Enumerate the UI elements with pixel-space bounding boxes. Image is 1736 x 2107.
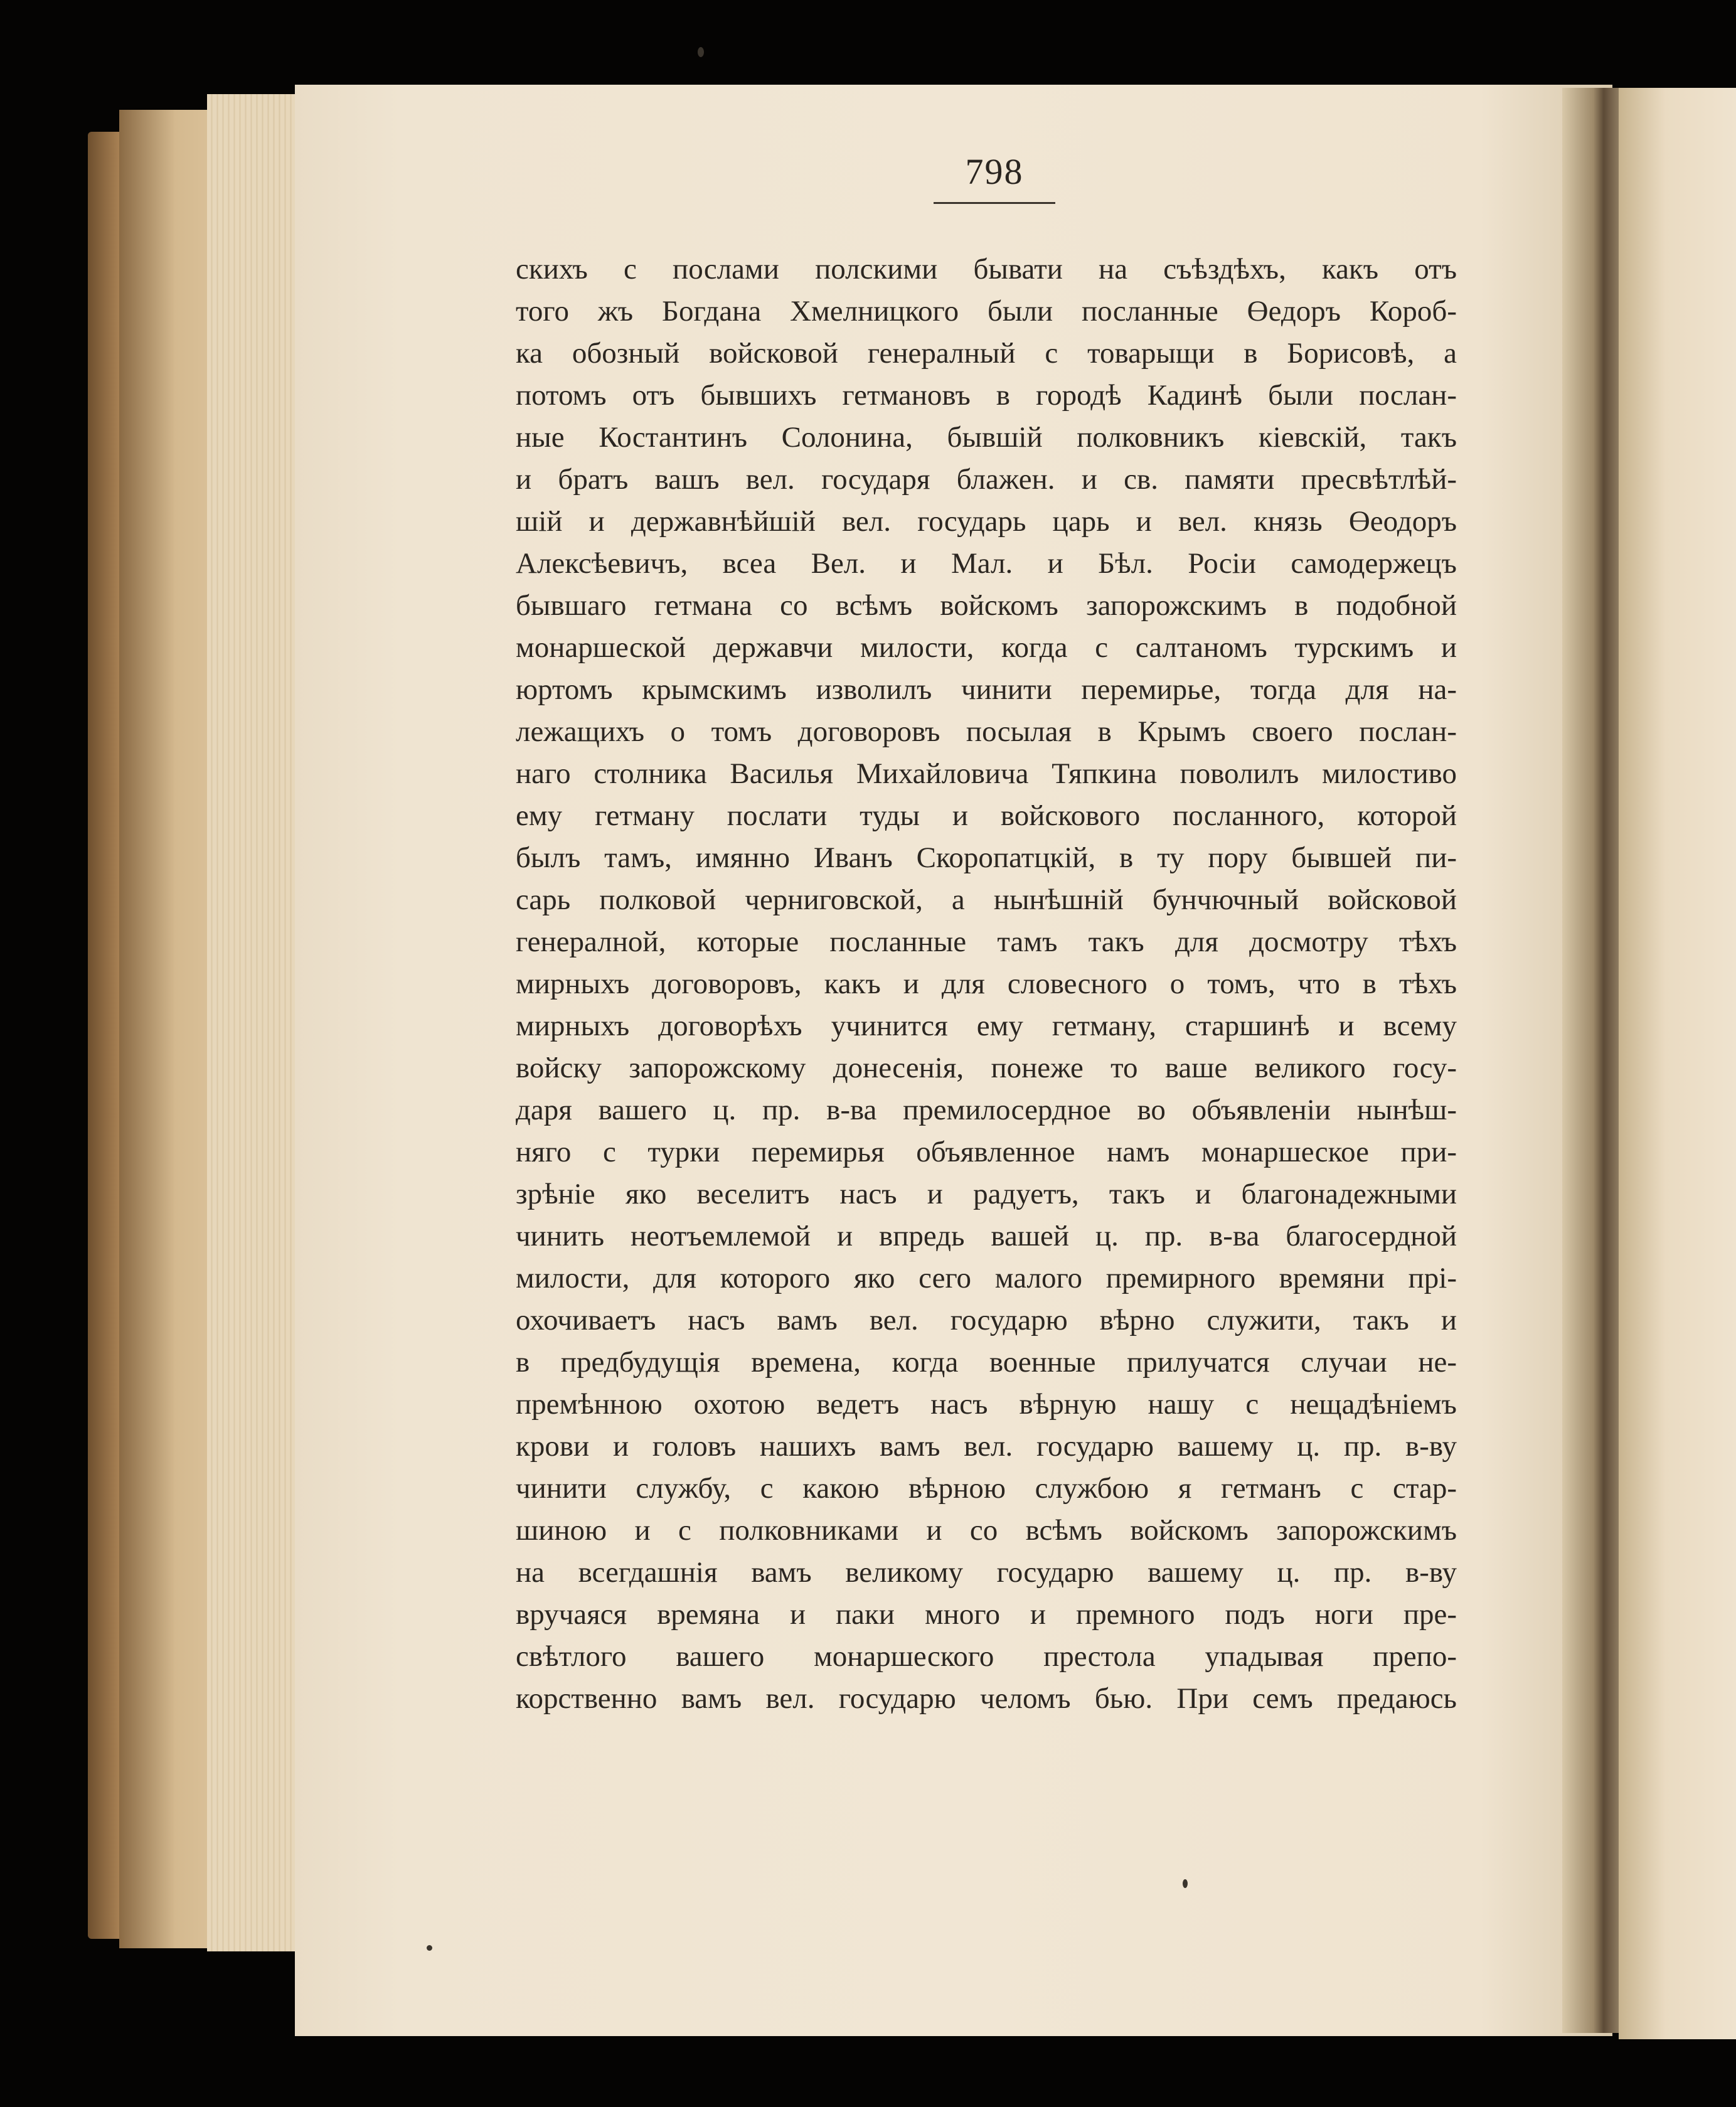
text-line: шиною и с полковниками и со всѣмъ войскомъ запорожскимъ bbox=[516, 1514, 1457, 1547]
text-line: мирныхъ договоровъ, какъ и для словесного о томъ, что в тѣхъ bbox=[516, 968, 1457, 1000]
text-line: лежащихъ о томъ договоровъ посылая в Крымъ своего послан- bbox=[516, 715, 1457, 748]
text-line: няго с турки перемирья объявленное намъ монаршеское при- bbox=[516, 1136, 1457, 1168]
text-line: чинить неотъемлемой и впредь вашей ц. пр. в-ва благосердной bbox=[516, 1220, 1457, 1252]
text-line: генералной, которые посланные тамъ такъ для досмотру тѣхъ bbox=[516, 925, 1457, 958]
text-line: бывшаго гетмана со всѣмъ войскомъ запорожскимъ в подобной bbox=[516, 589, 1457, 622]
text-line: свѣтлого вашего монаршеского престола упадывая препо- bbox=[516, 1640, 1457, 1673]
text-line: и братъ вашъ вел. государя блажен. и св. памяти пресвѣтлѣй- bbox=[516, 463, 1457, 496]
text-line: войску запорожскому донесенія, понеже то ваше великого госу- bbox=[516, 1052, 1457, 1084]
paper-speck bbox=[698, 47, 704, 57]
text-line: скихъ с послами полскими бывати на съѣздѣхъ, какъ отъ bbox=[516, 253, 1457, 285]
text-line: наго столника Василья Михайловича Тяпкина поволилъ милостиво bbox=[516, 757, 1457, 790]
text-line: даря вашего ц. пр. в-ва премилосердное во объявленіи нынѣш- bbox=[516, 1094, 1457, 1126]
text-line: вручаяся времяна и паки много и премного подъ ноги пре- bbox=[516, 1598, 1457, 1631]
text-line: былъ тамъ, имянно Иванъ Скоропатцкій, в ту пору бывшей пи- bbox=[516, 841, 1457, 874]
text-line: мирныхъ договорѣхъ учинится ему гетману, старшинѣ и всему bbox=[516, 1010, 1457, 1042]
text-line: премѣнною охотою ведетъ насъ вѣрную нашу с нещадѣніемъ bbox=[516, 1388, 1457, 1421]
text-line: чинити службу, с какою вѣрною службою я гетманъ с стар- bbox=[516, 1472, 1457, 1505]
text-line: монаршеской державчи милости, когда с салтаномъ турскимъ и bbox=[516, 631, 1457, 664]
text-line: шій и державнѣйшій вел. государь царь и вел. князь Өеодоръ bbox=[516, 505, 1457, 538]
text-line: ему гетману послати туды и войскового посланного, которой bbox=[516, 799, 1457, 832]
text-block bbox=[516, 248, 1457, 1720]
text-line: в предбудущія времена, когда военные прилучатся случаи не- bbox=[516, 1346, 1457, 1379]
page-number-rule bbox=[934, 202, 1055, 204]
text-line: сарь полковой черниговской, а нынѣшній бунчючный войсковой bbox=[516, 883, 1457, 916]
text-line: милости, для которого яко сего малого премирного времяни прі- bbox=[516, 1262, 1457, 1294]
text-line: потомъ отъ бывшихъ гетмановъ в городѣ Кадинѣ были послан- bbox=[516, 379, 1457, 412]
text-line: того жъ Богдана Хмелницкого были посланные Өедоръ Короб- bbox=[516, 295, 1457, 328]
text-line: корственно вамъ вел. государю челомъ бью. При семъ предаюсь bbox=[516, 1682, 1457, 1715]
paper-speck bbox=[427, 1945, 432, 1951]
page-number: 798 bbox=[965, 151, 1024, 192]
text-line: ка обозный войсковой генералный с товарыщи в Борисовѣ, а bbox=[516, 337, 1457, 370]
text-line: Алексѣевичъ, всеа Вел. и Мал. и Бѣл. Росіи самодержецъ bbox=[516, 547, 1457, 580]
text-line: охочиваетъ насъ вамъ вел. государю вѣрно служити, такъ и bbox=[516, 1304, 1457, 1336]
text-line: юртомъ крымскимъ изволилъ чинити перемирье, тогда для на- bbox=[516, 673, 1457, 706]
text-line: на всегдашнія вамъ великому государю вашему ц. пр. в-ву bbox=[516, 1556, 1457, 1589]
paper-speck bbox=[1183, 1879, 1188, 1888]
text-line: ные Костантинъ Солонина, бывшій полковникъ кіевскій, такъ bbox=[516, 421, 1457, 454]
text-line: крови и головъ нашихъ вамъ вел. государю вашему ц. пр. в-ву bbox=[516, 1430, 1457, 1463]
facing-page bbox=[1619, 88, 1736, 2039]
text-line: зрѣніе яко веселитъ насъ и радуетъ, такъ и благонадежными bbox=[516, 1178, 1457, 1210]
